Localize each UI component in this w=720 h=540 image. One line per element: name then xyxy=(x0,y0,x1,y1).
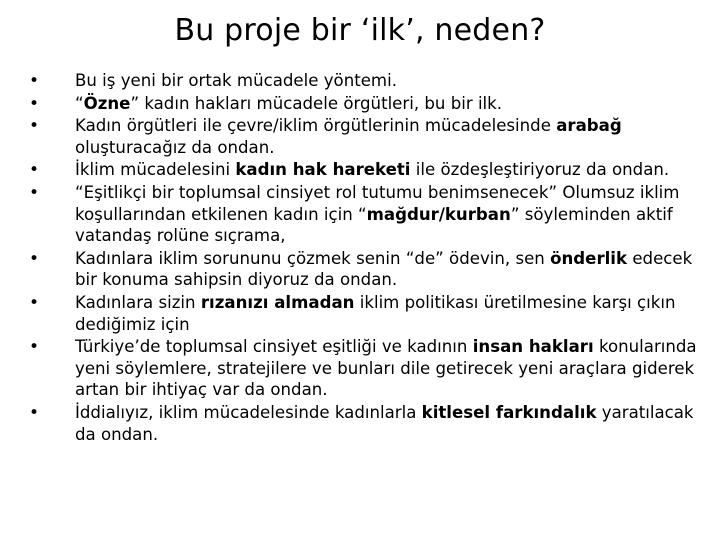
bullet-emphasis: mağdur/kurban xyxy=(366,204,511,224)
bullet-text: Kadınlara sizin xyxy=(75,292,201,312)
bullet-emphasis: kadın hak hareketi xyxy=(235,160,411,180)
bullet-dot-icon xyxy=(29,402,49,425)
bullet-emphasis: önderlik xyxy=(550,248,628,268)
bullet-item xyxy=(29,70,705,92)
bullet-list xyxy=(29,70,705,446)
bullet-text: edecek bir konuma sahipsin diyoruz da ondan. xyxy=(75,248,693,290)
bullet-item xyxy=(29,402,705,445)
bullet-text: “ xyxy=(75,93,84,113)
bullet-text: Türkiye’de toplumsal cinsiyet eşitliği ve kadının xyxy=(75,337,473,357)
bullet-text: ” kadın hakları mücadele örgütleri, bu bir ilk. xyxy=(130,93,503,113)
bullet-emphasis: kitlesel farkındalık xyxy=(421,402,597,422)
slide-title: Bu proje bir ‘ilk’, neden? xyxy=(174,13,546,48)
bullet-item xyxy=(29,336,705,401)
bullet-item xyxy=(29,115,705,158)
bullet-text: Kadın örgütleri ile çevre/iklim örgütlerinin mücadelesinde xyxy=(75,116,557,136)
bullet-text: Bu iş yeni bir ortak mücadele yöntemi. xyxy=(75,71,397,90)
bullet-dot-icon xyxy=(29,248,49,271)
bullet-text: İklim mücadelesini xyxy=(75,160,236,180)
bullet-emphasis: Özne xyxy=(83,93,131,113)
bullet-text: Kadınlara iklim sorununu çözmek senin “de” ödevin, sen xyxy=(75,248,551,268)
bullet-dot-icon xyxy=(29,70,49,93)
bullet-text: ” söyleminden aktif vatandaş rolüne sıçrama, xyxy=(75,204,673,246)
bullet-text: “Eşitlikçi bir toplumsal cinsiyet rol tutumu benimsenecek” Olumsuz iklim koşullarından etkilenen kadın için “ xyxy=(75,182,680,224)
bullet-text: ile özdeşleştiriyoruz da ondan. xyxy=(410,160,670,180)
bullet-item xyxy=(29,93,705,115)
bullet-item xyxy=(29,292,705,335)
bullet-emphasis: arabağ xyxy=(556,116,622,136)
bullet-item xyxy=(29,159,705,181)
bullet-dot-icon xyxy=(29,336,49,359)
bullet-dot-icon xyxy=(29,182,49,205)
bullet-item xyxy=(29,248,705,291)
bullet-text: oluşturacağız da ondan. xyxy=(75,137,275,157)
bullet-text: yaratılacak da ondan. xyxy=(75,402,694,444)
bullet-emphasis: rızanızı almadan xyxy=(200,292,355,312)
bullet-text: konularında yeni söylemlere, stratejilere ve bunları dile getirecek yeni araçlara giderek artan bir ihtiyaç var da ondan. xyxy=(75,337,697,400)
bullet-dot-icon xyxy=(29,292,49,315)
bullet-text: İddialıyız, iklim mücadelesinde kadınlarla xyxy=(75,402,422,422)
bullet-item xyxy=(29,182,705,247)
bullet-dot-icon xyxy=(29,115,49,138)
bullet-dot-icon xyxy=(29,159,49,182)
bullet-text: iklim politikası üretilmesine karşı çıkın dediğimiz için xyxy=(75,292,676,334)
bullet-dot-icon xyxy=(29,93,49,116)
bullet-emphasis: insan hakları xyxy=(472,337,594,357)
